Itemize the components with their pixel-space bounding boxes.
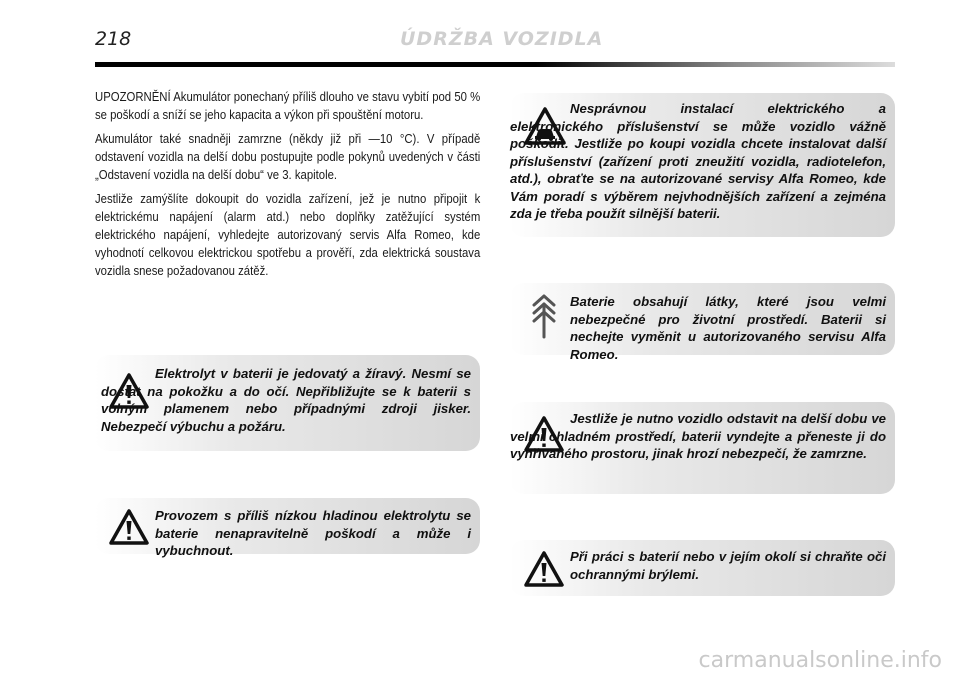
chapter-title: ÚDRŽBA VOZIDLA: [400, 28, 604, 50]
note-eyes: [510, 540, 895, 596]
note-eyes-text: Při práci s baterií nebo v jejím okolí si chraňte oči ochrannými brýlemi.: [570, 549, 886, 582]
note-electrolyte: [95, 355, 480, 451]
note-cold-text: Jestliže je nutno vozidlo odstavit na delší dobu ve velmi chladném prostředí, baterii vyndejte a přeneste ji do vyhřívaného prostoru, jinak hrozí nebezpečí, že zamrzne.: [510, 411, 886, 461]
note-environment: [510, 283, 895, 362]
paragraph-accessories: Jestliže zamýšlíte dokoupit do vozidla zařízení, jež je nutno připojit k elektrickému napájení (alarm atd.) nebo doplňky zatěžující systém elektrického napájení, vyhledejte autorizovaný servis Alfa Romeo, kde vyhodnotí celkovou elektrickou spotřebu a prověří, zda elektrická soustava vozidla snese požadovanou zátěž.: [95, 191, 481, 278]
note-electrolyte-text: Elektrolyt v baterii je jedovatý a žíravý. Nesmí se dostat na pokožku a do očí. Nepřibližujte se k baterii s volným plamenem nebo případnými zdroji jisker. Nebezpečí výbuchu a požáru.: [101, 366, 471, 434]
note-low-level: [95, 498, 480, 558]
note-installation: [510, 93, 895, 237]
warning-triangle-icon: [109, 509, 149, 545]
note-low-level-text: Provozem s příliš nízkou hladinou elektrolytu se baterie nenapravitelně poškodí a může i vybuchnout.: [155, 508, 471, 558]
note-environment-text: Baterie obsahují látky, které jsou velmi nebezpečné pro životní prostředí. Baterii si nechejte vyměnit u autorizovaného servisu Alfa Romeo.: [570, 294, 886, 362]
note-installation-text: Nesprávnou instalací elektrického a elektronického příslušenství se může vozidlo vážně poškodit. Jestliže po koupi vozidla chcete instalovat další příslušenství (zařízení proti zneužití vozidla, radiotelefon, atd.), obraťte se na autorizované servisy Alfa Romeo, kde Vám poradí s výběrem nejvhodnějších zařízení a zejména zda je třeba použít silnější baterii.: [510, 101, 886, 221]
header-rule: [95, 62, 895, 67]
paragraph-freezing: Akumulátor také snadněji zamrzne (někdy již při —10 °C). V případě odstavení vozidla na delší dobu postupujte podle pokynů uvedených v části „Odstavení vozidla na delší dobu“ ve 3. kapitole.: [95, 131, 481, 182]
watermark: carmanualsonline.info: [698, 648, 942, 673]
warning-triangle-icon: [524, 551, 564, 587]
environment-tree-icon: [530, 293, 558, 339]
page-number: 218: [95, 28, 132, 50]
paragraph-warning-discharge: UPOZORNĚNÍ Akumulátor ponechaný příliš dlouho ve stavu vybití pod 50 % se poškodí a sníží se jeho kapacita a výkon při spouštění motoru.: [95, 89, 481, 122]
main-text: [95, 88, 480, 286]
note-cold: [510, 402, 895, 494]
